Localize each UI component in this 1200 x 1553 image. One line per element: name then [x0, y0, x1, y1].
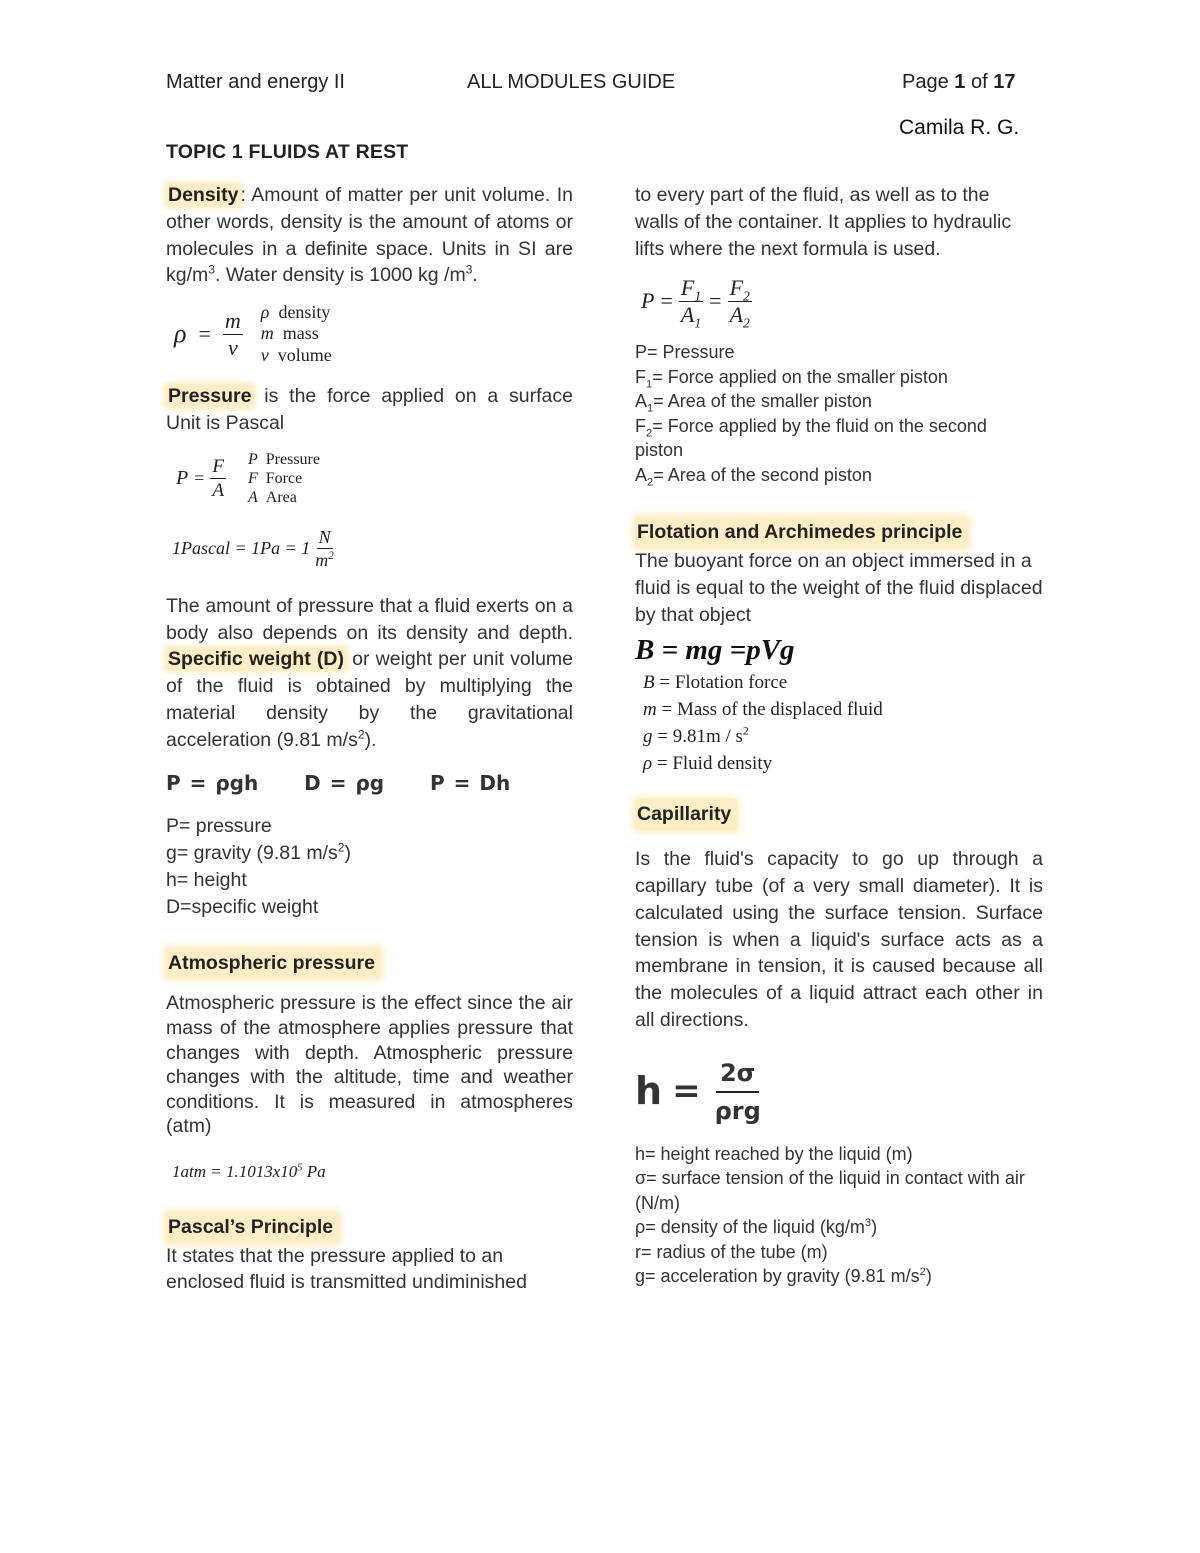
density-fraction [223, 307, 243, 360]
specific-weight-heading: Specific weight (D) [168, 648, 344, 671]
density-sup1: 3 [208, 262, 215, 277]
definition: P= pressure [166, 815, 272, 838]
capillarity-paragraph: Is the fluid's capacity to go up through a capillary tube (of a very small diameter). It is calculated using the surface tension. Surface tension is when a liquid's surface acts as a membrane in tension, it is caused because all the molecules of a liquid attract each other in all directions. [635, 848, 1043, 1031]
formula-p: P [176, 467, 189, 490]
definition: g= gravity (9.81 $m/s^2$) [166, 840, 351, 865]
density-text3: . [472, 264, 478, 287]
pressure-legend [248, 450, 320, 507]
atmospheric-paragraph: Atmospheric pressure is the effect since the air mass of the atmosphere applies pressure that changes with depth. Atmospheric pressure changes with the altitude, time and weather conditions. It is measured in atmospheres (atm) [166, 992, 573, 1138]
pascal-fraction [313, 528, 336, 569]
fraction-num: m [224, 307, 241, 333]
formula-eq: = [709, 287, 722, 313]
page-label: Page [902, 71, 949, 93]
definition: P= Pressure [635, 342, 735, 363]
author-name: Camila R. G. [899, 116, 1020, 139]
legend-row: F Force [247, 470, 303, 488]
legend-row: P Pressure [247, 451, 320, 469]
page-indicator [902, 71, 1015, 94]
topic-title: TOPIC 1 FLUIDS AT REST [166, 141, 409, 163]
equation: D = ρg [304, 770, 385, 795]
definition: D=specific weight [166, 895, 319, 918]
legend-row: A Area [247, 489, 297, 507]
specific-weight-paragraph [166, 593, 573, 754]
page-of: of [970, 71, 988, 93]
flotation-paragraph: The buoyant force on an object immersed in a fluid is equal to the weight of the fluid displaced by that object [635, 550, 1043, 626]
hydraulic-definitions [635, 340, 1035, 487]
capillarity-definitions [635, 1142, 1035, 1289]
fraction-num: 2σ [716, 1061, 759, 1093]
atmospheric-heading-wrap [166, 948, 573, 979]
para-after: or weight per unit volume of the fluid is obtained by multiplying the material density by the gravitational acceleration (9.81 m/s [166, 648, 574, 751]
density-text: : Amount of matter per unit volume. In other words, density is the amount of atoms or molecules in a definite space. Units in SI are kg/m [166, 184, 573, 287]
formula-p: P [641, 287, 655, 313]
fraction-num: F [212, 456, 224, 478]
para-sup: 2 [357, 727, 365, 742]
capillarity-heading: Capillarity [635, 799, 737, 830]
formula-eq: = [660, 287, 673, 313]
density-formula [174, 301, 573, 367]
fraction-den: $m^2$ [315, 550, 334, 571]
fraction-f2-a2: $\frac{F_2}{A_2}$ [729, 274, 750, 331]
fraction-den: ρrg [714, 1096, 761, 1125]
definition: $A_2=$ Area of the second piston [635, 464, 872, 489]
formula-eq: = [672, 1071, 701, 1112]
pascal-unit-formula [172, 525, 573, 573]
flotation-formula: B = mg =pVg [635, 633, 795, 666]
definition: h= height [166, 868, 247, 891]
capillarity-fraction [711, 1058, 765, 1125]
fraction-den: A [212, 480, 224, 502]
legend-row: $g = 9.81m / s^2$ [643, 725, 749, 748]
page-total: 17 [993, 71, 1016, 93]
pressure-definitions [166, 813, 573, 920]
hydraulic-formula [641, 270, 1043, 332]
legend-row: B = Flotation force [643, 672, 788, 694]
pascal-paragraph: It states that the pressure applied to an enclosed fluid is transmitted undiminished [166, 1244, 527, 1294]
pressure-paragraph [166, 383, 573, 437]
formula-eq: = [198, 320, 211, 346]
legend-row: ρ = Fluid density [643, 753, 773, 775]
definition: $F_2=$ Force applied by the fluid on the second piston [635, 415, 987, 461]
right-column [635, 182, 1043, 1289]
formula-h: h [635, 1069, 663, 1114]
capillarity-formula [635, 1052, 1043, 1132]
header-center: ALL MODULES GUIDE [467, 71, 676, 93]
fraction-num: N [318, 527, 331, 548]
flotation-heading-wrap [635, 517, 1043, 548]
pressure-heading: Pressure [168, 385, 252, 408]
flotation-heading: Flotation and Archimedes principle [635, 517, 968, 548]
definition: h= height reached by the liquid (m) [635, 1143, 913, 1164]
pressure-fraction [210, 457, 226, 500]
legend-row: m mass [260, 323, 319, 344]
pressure-equations [166, 770, 573, 797]
pascal-heading-wrap [166, 1212, 573, 1243]
pascal-lhs: 1Pascal = 1Pa = 1 [172, 538, 311, 559]
header-left: Matter and energy II [166, 71, 345, 93]
density-paragraph [166, 182, 573, 289]
formula-eq: = [194, 468, 205, 489]
fraction-den: v [227, 334, 238, 360]
left-column [166, 182, 573, 1296]
page-number: 1 [954, 71, 966, 93]
pressure-text: is the force applied on a surface Unit is Pascal [166, 385, 573, 434]
legend-row: ρ density [260, 301, 331, 322]
para-end: ). [364, 728, 377, 751]
flotation-legend [643, 669, 1043, 777]
definition: ρ= density of the liquid $(kg/m^3)$ [635, 1217, 878, 1238]
definition: g= acceleration by gravity (9.81 $m/s^2$) [635, 1266, 932, 1287]
density-sup2: 3 [465, 262, 473, 277]
pascal-principle-heading: Pascal’s Principle [166, 1212, 339, 1243]
legend-row: m = Mass of the displaced fluid [643, 699, 883, 721]
capillarity-heading-wrap [635, 799, 1043, 830]
pressure-formula [176, 449, 573, 509]
atm-formula: $1atm = 1.1013x10^5$ Pa [172, 1161, 326, 1181]
formula-rho: ρ [174, 318, 187, 348]
pascal-paragraph-continued: to every part of the fluid, as well as to the walls of the container. It applies to hydraulic lifts where the next formula is used. [635, 184, 1012, 260]
definition: r= radius of the tube (m) [635, 1241, 828, 1262]
definition: $F_1=$ Force applied on the smaller piston [635, 366, 948, 391]
fraction-f1-a1: $\frac{F_1}{A_1}$ [680, 274, 702, 331]
definition: σ= surface tension of the liquid in contact with air (N/m) [635, 1168, 1025, 1213]
legend-row: v volume [260, 344, 332, 365]
equation: P = Dh [430, 770, 511, 795]
density-text2: . Water density is 1000 kg /m [214, 264, 466, 287]
para-before: The amount of pressure that a fluid exerts on a body also depends on its density and depth. [166, 594, 573, 644]
density-legend [261, 302, 332, 367]
equation: P = ρgh [166, 770, 259, 795]
definition: $A_1=$ Area of the smaller piston [635, 391, 872, 415]
density-heading: Density [168, 184, 239, 206]
atmospheric-heading: Atmospheric pressure [166, 948, 381, 979]
